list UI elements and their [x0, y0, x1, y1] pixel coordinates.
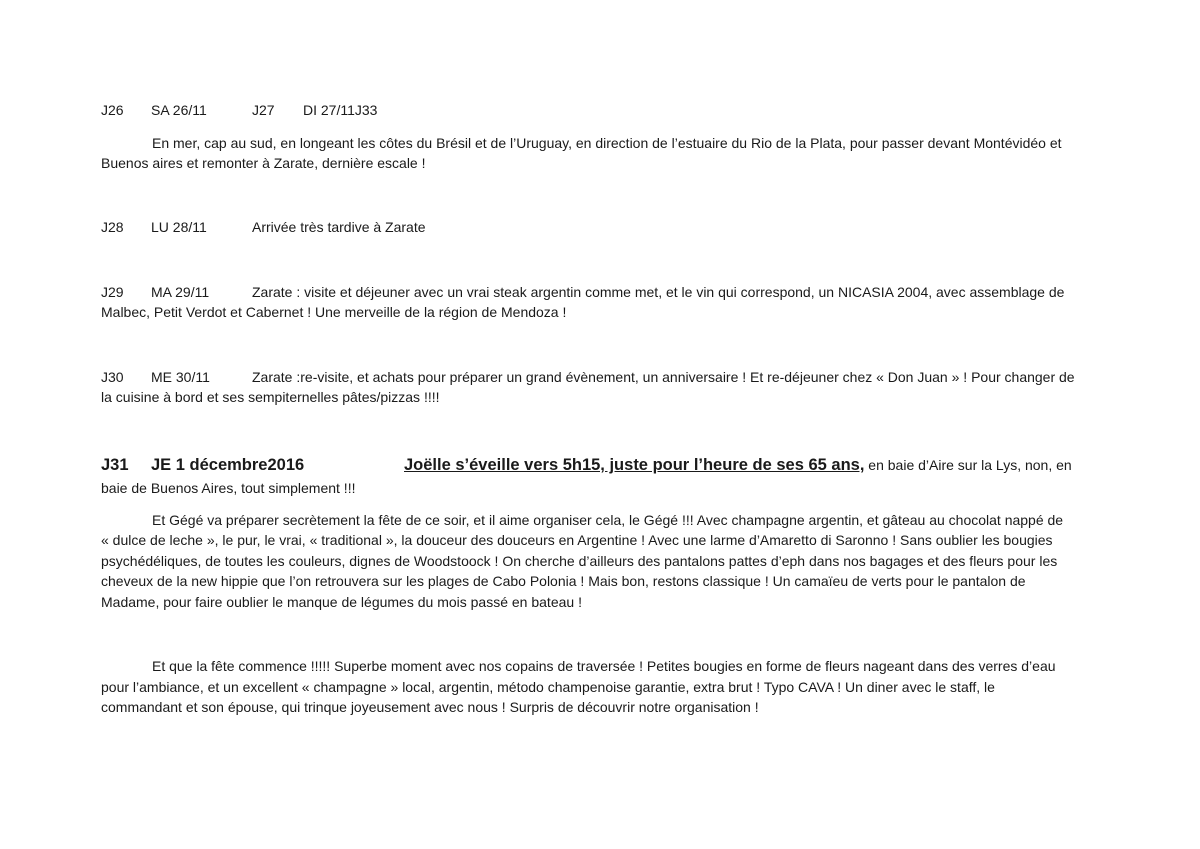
para1-line-4: cheveux de la new hippie que l’on retrouvera sur les plages de Cabo Polonia ! Mais bon, restons classique ! Un camaïeu de verts pour le pantalon de	[101, 573, 1026, 589]
date-label: SA 26/11	[151, 102, 207, 118]
para1-line-3: psychédéliques, de toutes les couleurs, dignes de Woodstoock ! On cherche d’ailleurs des pantalons pattes d’eph dans nos bagages et des fleurs pour les	[101, 553, 1058, 569]
day-label-2: J27	[252, 102, 275, 118]
day-label: J30	[101, 369, 124, 385]
entry-text: Zarate :re-visite, et achats pour préparer un grand évènement, un anniversaire ! Et re-déjeuner chez « Don Juan » ! Pour changer de	[252, 369, 1075, 385]
date-label: JE 1 décembre2016	[151, 456, 305, 474]
entry-text: Arrivée très tardive à Zarate	[252, 219, 426, 235]
entry-j26-text-line-1: En mer, cap au sud, en longeant les côtes du Brésil et de l’Uruguay, en direction de l’estuaire du Rio de la Plata, pour passer devant Montévidéo et	[152, 135, 1062, 151]
para2-line-3: commandant et son épouse, qui trinque joyeusement avec nous ! Surpris de découvrir notre organisation !	[101, 699, 759, 715]
entry-text: Zarate : visite et déjeuner avec un vrai steak argentin comme met, et le vin qui correspond, un NICASIA 2004, avec assemblage de	[252, 284, 1065, 300]
day-label: J31	[101, 456, 129, 474]
entry-j31-line-2: baie de Buenos Aires, tout simplement !!!	[101, 480, 356, 496]
entry-headline-tail: en baie d’Aire sur la Lys, non, en	[864, 457, 1072, 473]
day-label: J29	[101, 284, 124, 300]
entry-j29-text-line-2: Malbec, Petit Verdot et Cabernet ! Une merveille de la région de Mendoza !	[101, 304, 567, 320]
para2-line-2: pour l’ambiance, et un excellent « champagne » local, argentin, método champenoise garantie, extra brut ! Typo CAVA ! Un diner avec le staff, le	[101, 679, 995, 695]
para1-line-2: « dulce de leche », le pur, le vrai, « traditional », la douceur des douceurs en Argentine ! Avec une larme d’Amaretto di Saronno ! Sans oublier les bougies	[101, 532, 1053, 548]
day-label: J26	[101, 102, 124, 118]
date-label: MA 29/11	[151, 284, 210, 300]
date-label: ME 30/11	[151, 369, 210, 385]
entry-j30-text-line-2: la cuisine à bord et ses sempiternelles pâtes/pizzas !!!!	[101, 389, 440, 405]
para1-line-1: Et Gégé va préparer secrètement la fête de ce soir, et il aime organiser cela, le Gégé !!! Avec champagne argentin, et gâteau au chocolat nappé de	[152, 512, 1064, 528]
para2-line-1: Et que la fête commence !!!!! Superbe moment avec nos copains de traversée ! Petites bougies en forme de fleurs nageant dans des verres d’eau	[152, 658, 1056, 674]
day-label: J28	[101, 219, 124, 235]
para1-line-5: Madame, pour faire oublier le manque de légumes du mois passé en bateau !	[101, 594, 582, 610]
date-label: LU 28/11	[151, 219, 207, 235]
entry-headline-group	[404, 454, 1072, 476]
entry-j26-text-line-2: Buenos aires et remonter à Zarate, dernière escale !	[101, 155, 426, 171]
entry-headline: Joëlle s’éveille vers 5h15, juste pour l’heure de ses 65 ans,	[404, 456, 865, 474]
date-label-2: DI 27/11J33	[303, 102, 378, 118]
